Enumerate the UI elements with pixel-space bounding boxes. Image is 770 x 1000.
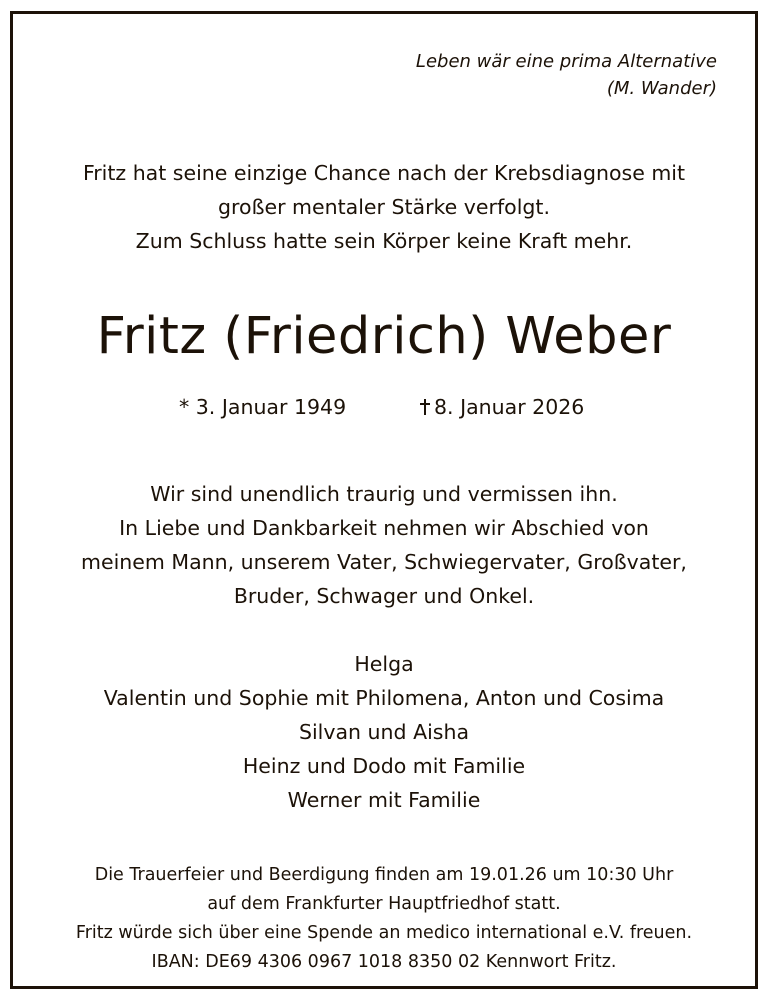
family-member: Silvan und Aisha — [298, 720, 470, 744]
funeral-notice — [13, 861, 755, 977]
intro-line: großer mentaler Stärke verfolgt. — [218, 195, 550, 219]
intro-line: Fritz hat seine einzige Chance nach der Krebsdiagnose mit — [82, 161, 686, 185]
intro-line: Zum Schluss hatte sein Körper keine Kraft mehr. — [135, 229, 633, 253]
mourning-paragraph — [13, 477, 755, 613]
mourning-line: In Liebe und Dankbarkeit nehmen wir Abschied von — [119, 516, 649, 540]
family-list — [13, 647, 755, 817]
death-date: 8. Januar 2026 — [434, 395, 585, 419]
family-member: Heinz und Dodo mit Familie — [242, 754, 526, 778]
notice-line: Fritz würde sich über eine Spende an medico international e.V. freuen. — [75, 923, 693, 943]
notice-line: Die Trauerfeier und Beerdigung finden am 19.01.26 um 10:30 Uhr — [94, 865, 674, 885]
birth-date: * 3. Januar 1949 — [179, 395, 347, 419]
death-date-group — [420, 392, 584, 422]
intro-paragraph — [13, 156, 755, 258]
motto-text: Leben wär eine prima Alternative — [415, 51, 717, 72]
obituary-frame — [10, 11, 758, 989]
notice-line: auf dem Frankfurter Hauptfriedhof statt. — [207, 894, 561, 914]
family-member: Werner mit Familie — [287, 788, 481, 812]
motto-quote — [416, 48, 717, 102]
motto-author: (M. Wander) — [606, 78, 717, 99]
cross-icon — [420, 399, 430, 415]
mourning-line: Bruder, Schwager und Onkel. — [233, 584, 535, 608]
mourning-line: Wir sind unendlich traurig und vermissen ihn. — [150, 482, 618, 506]
family-member: Helga — [354, 652, 414, 676]
deceased-name: Fritz (Friedrich) Weber — [96, 307, 672, 366]
notice-line: IBAN: DE69 4306 0967 1018 8350 02 Kennwort Fritz. — [151, 952, 617, 972]
mourning-line: meinem Mann, unserem Vater, Schwiegervater, Großvater, — [81, 550, 687, 574]
family-member: Valentin und Sophie mit Philomena, Anton und Cosima — [103, 686, 665, 710]
